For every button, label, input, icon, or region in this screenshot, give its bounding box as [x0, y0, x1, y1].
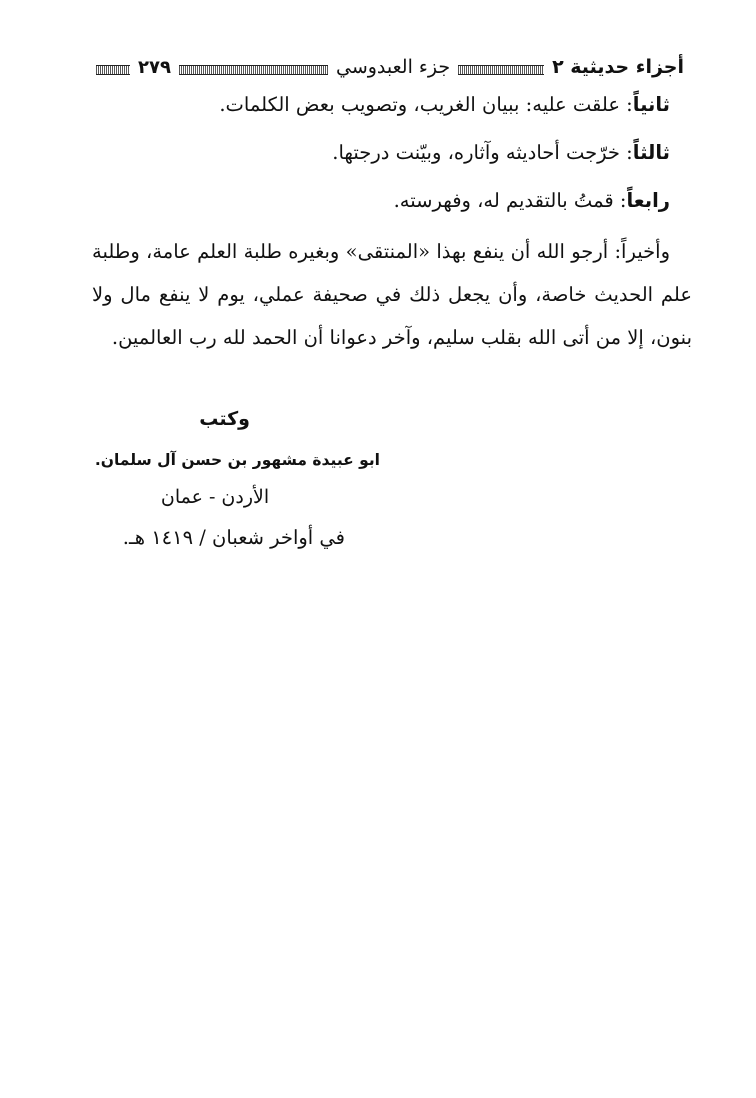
item-text: : علقت عليه: ببيان الغريب، وتصويب بعض الكلمات. — [219, 93, 633, 116]
signature-author: ابو عبيدة مشهور بن حسن آل سلمان. — [94, 451, 380, 469]
item-text: : خرّجت أحاديثه وآثاره، وبيّنت درجتها. — [332, 141, 633, 164]
item-label: ثالثاً — [632, 141, 670, 164]
list-item — [92, 138, 692, 168]
closing-paragraph: وأخيراً: أرجو الله أن ينفع بهذا «المنتقى» وبغيره طلبة العلم عامة، وطلبة علم الحديث خاصة، وأن يجعل ذلك في صحيفة عملي، يوم لا ينفع مال ولا بنون، إلا من أتى الله بقلب سليم، وآخر دعوانا أن الحمد لله رب العالمين. — [92, 240, 692, 349]
header-ornament-band — [458, 65, 544, 75]
header-ornament-band — [179, 65, 328, 75]
page-number: ٢٧٩ — [138, 56, 171, 78]
header-ornament-band — [96, 65, 130, 75]
list-item — [92, 90, 692, 120]
signature-place: الأردن - عمان — [160, 486, 270, 508]
header-part-title: جزء العبدوسي — [335, 56, 451, 78]
item-text: : قمتُ بالتقديم له، وفهرسته. — [393, 189, 627, 212]
signature-date: في أواخر شعبان / ١٤١٩ هـ. — [122, 526, 345, 549]
list-item — [92, 186, 692, 216]
item-label: ثانياً — [632, 93, 670, 116]
header-book-title: أجزاء حديثية ٢ — [552, 56, 684, 78]
running-header — [96, 52, 684, 82]
signature-kataba: وكتب — [199, 408, 250, 430]
page-body — [92, 90, 692, 359]
item-label: رابعاً — [626, 189, 670, 212]
